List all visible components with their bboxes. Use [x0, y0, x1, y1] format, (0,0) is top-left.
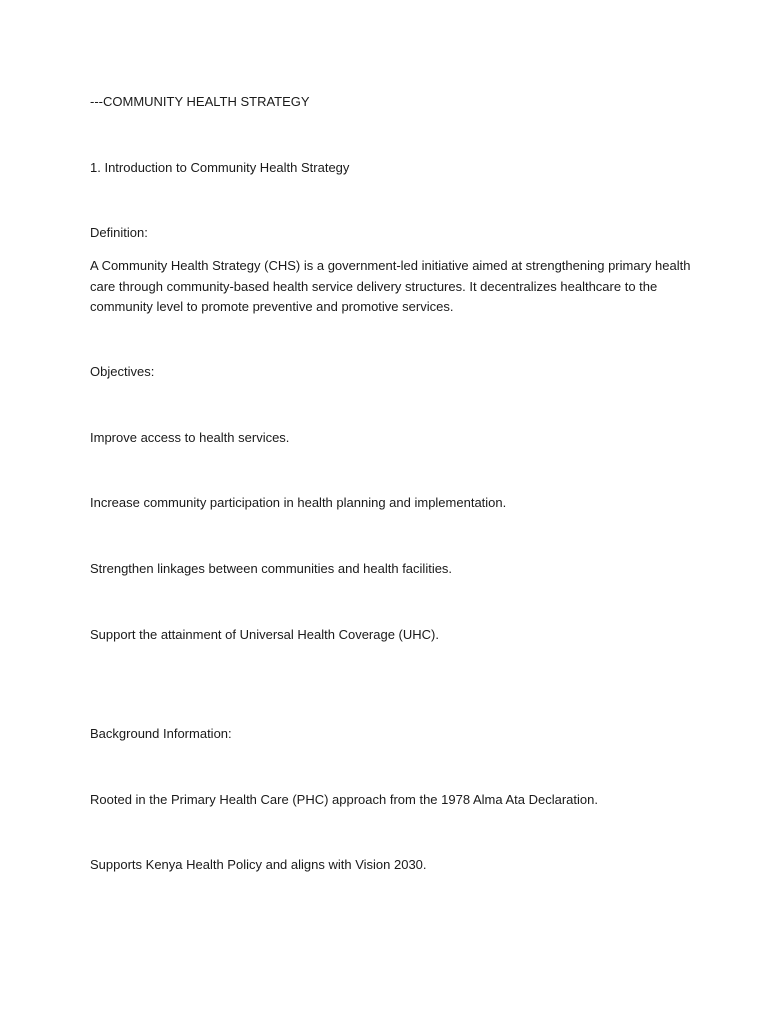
definition-paragraph — [90, 256, 690, 318]
objectives-label: Objectives: — [90, 364, 155, 379]
background-item: Supports Kenya Health Policy and aligns with Vision 2030. — [90, 857, 427, 872]
objective-item: Support the attainment of Universal Health Coverage (UHC). — [90, 627, 439, 642]
document-title: ---COMMUNITY HEALTH STRATEGY — [90, 94, 310, 109]
objective-item: Increase community participation in health planning and implementation. — [90, 495, 507, 510]
definition-line: care through community-based health service delivery structures. It decentralizes healthcare to the — [90, 278, 658, 294]
definition-line: community level to promote preventive and promotive services. — [90, 299, 454, 314]
background-item: Rooted in the Primary Health Care (PHC) approach from the 1978 Alma Ata Declaration. — [90, 792, 598, 807]
section-heading: 1. Introduction to Community Health Strategy — [90, 160, 350, 175]
definition-label: Definition: — [90, 225, 148, 240]
objective-item: Strengthen linkages between communities and health facilities. — [90, 561, 453, 576]
background-label: Background Information: — [90, 726, 232, 741]
definition-line: A Community Health Strategy (CHS) is a government-led initiative aimed at strengthening primary health — [90, 258, 691, 273]
objective-item: Improve access to health services. — [90, 430, 290, 445]
